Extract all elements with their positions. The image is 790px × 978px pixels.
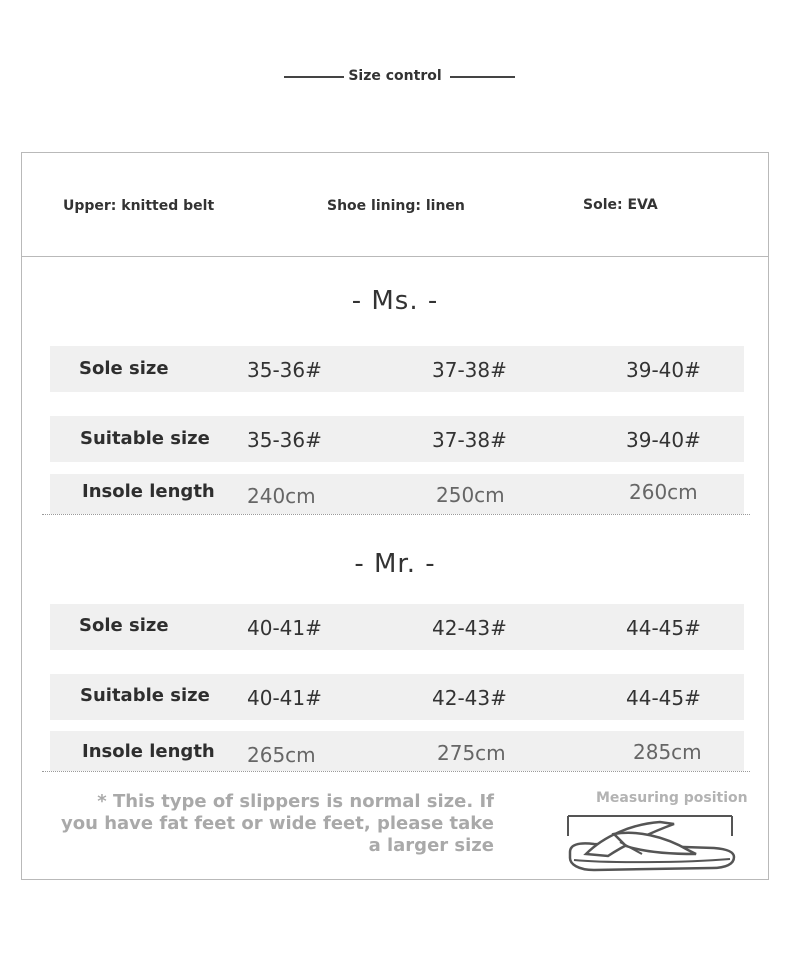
row-label: Sole size bbox=[79, 615, 169, 636]
slipper-icon bbox=[564, 814, 736, 874]
measuring-position-label: Measuring position bbox=[596, 790, 748, 806]
women-row-suitable-size bbox=[50, 416, 744, 462]
row-value: 260cm bbox=[629, 480, 698, 504]
title-right-rule bbox=[450, 76, 515, 78]
row-value: 35-36# bbox=[247, 358, 322, 382]
row-value: 39-40# bbox=[626, 358, 701, 382]
men-divider bbox=[42, 771, 750, 772]
row-value: 39-40# bbox=[626, 428, 701, 452]
row-value: 265cm bbox=[247, 743, 316, 767]
men-row-suitable-size bbox=[50, 674, 744, 720]
women-row-sole-size bbox=[50, 346, 744, 392]
row-value: 35-36# bbox=[247, 428, 322, 452]
material-sole: Sole: EVA bbox=[583, 197, 658, 213]
women-row-insole-length bbox=[50, 474, 744, 514]
size-note: * This type of slippers is normal size. If you have fat feet or wide feet, please take a larger size bbox=[61, 791, 494, 856]
row-value: 40-41# bbox=[247, 686, 322, 710]
row-label: Sole size bbox=[79, 358, 169, 379]
page-title: Size control bbox=[348, 68, 442, 84]
row-value: 37-38# bbox=[432, 428, 507, 452]
page-title-bar bbox=[0, 66, 790, 88]
row-value: 275cm bbox=[437, 741, 506, 765]
men-heading: - Mr. - bbox=[354, 549, 436, 579]
men-row-sole-size bbox=[50, 604, 744, 650]
row-value: 44-45# bbox=[626, 686, 701, 710]
row-value: 40-41# bbox=[247, 616, 322, 640]
row-value: 37-38# bbox=[432, 358, 507, 382]
women-heading: - Ms. - bbox=[351, 286, 439, 316]
row-value: 240cm bbox=[247, 484, 316, 508]
row-value: 250cm bbox=[436, 483, 505, 507]
row-label: Insole length bbox=[82, 481, 215, 502]
row-label: Insole length bbox=[82, 741, 215, 762]
row-value: 44-45# bbox=[626, 616, 701, 640]
materials-bar bbox=[22, 153, 768, 257]
row-label: Suitable size bbox=[80, 428, 210, 449]
material-lining: Shoe lining: linen bbox=[327, 198, 465, 214]
women-divider bbox=[42, 514, 750, 515]
row-value: 42-43# bbox=[432, 616, 507, 640]
material-upper: Upper: knitted belt bbox=[63, 198, 215, 214]
row-value: 285cm bbox=[633, 740, 702, 764]
row-value: 42-43# bbox=[432, 686, 507, 710]
row-label: Suitable size bbox=[80, 685, 210, 706]
men-row-insole-length bbox=[50, 731, 744, 771]
